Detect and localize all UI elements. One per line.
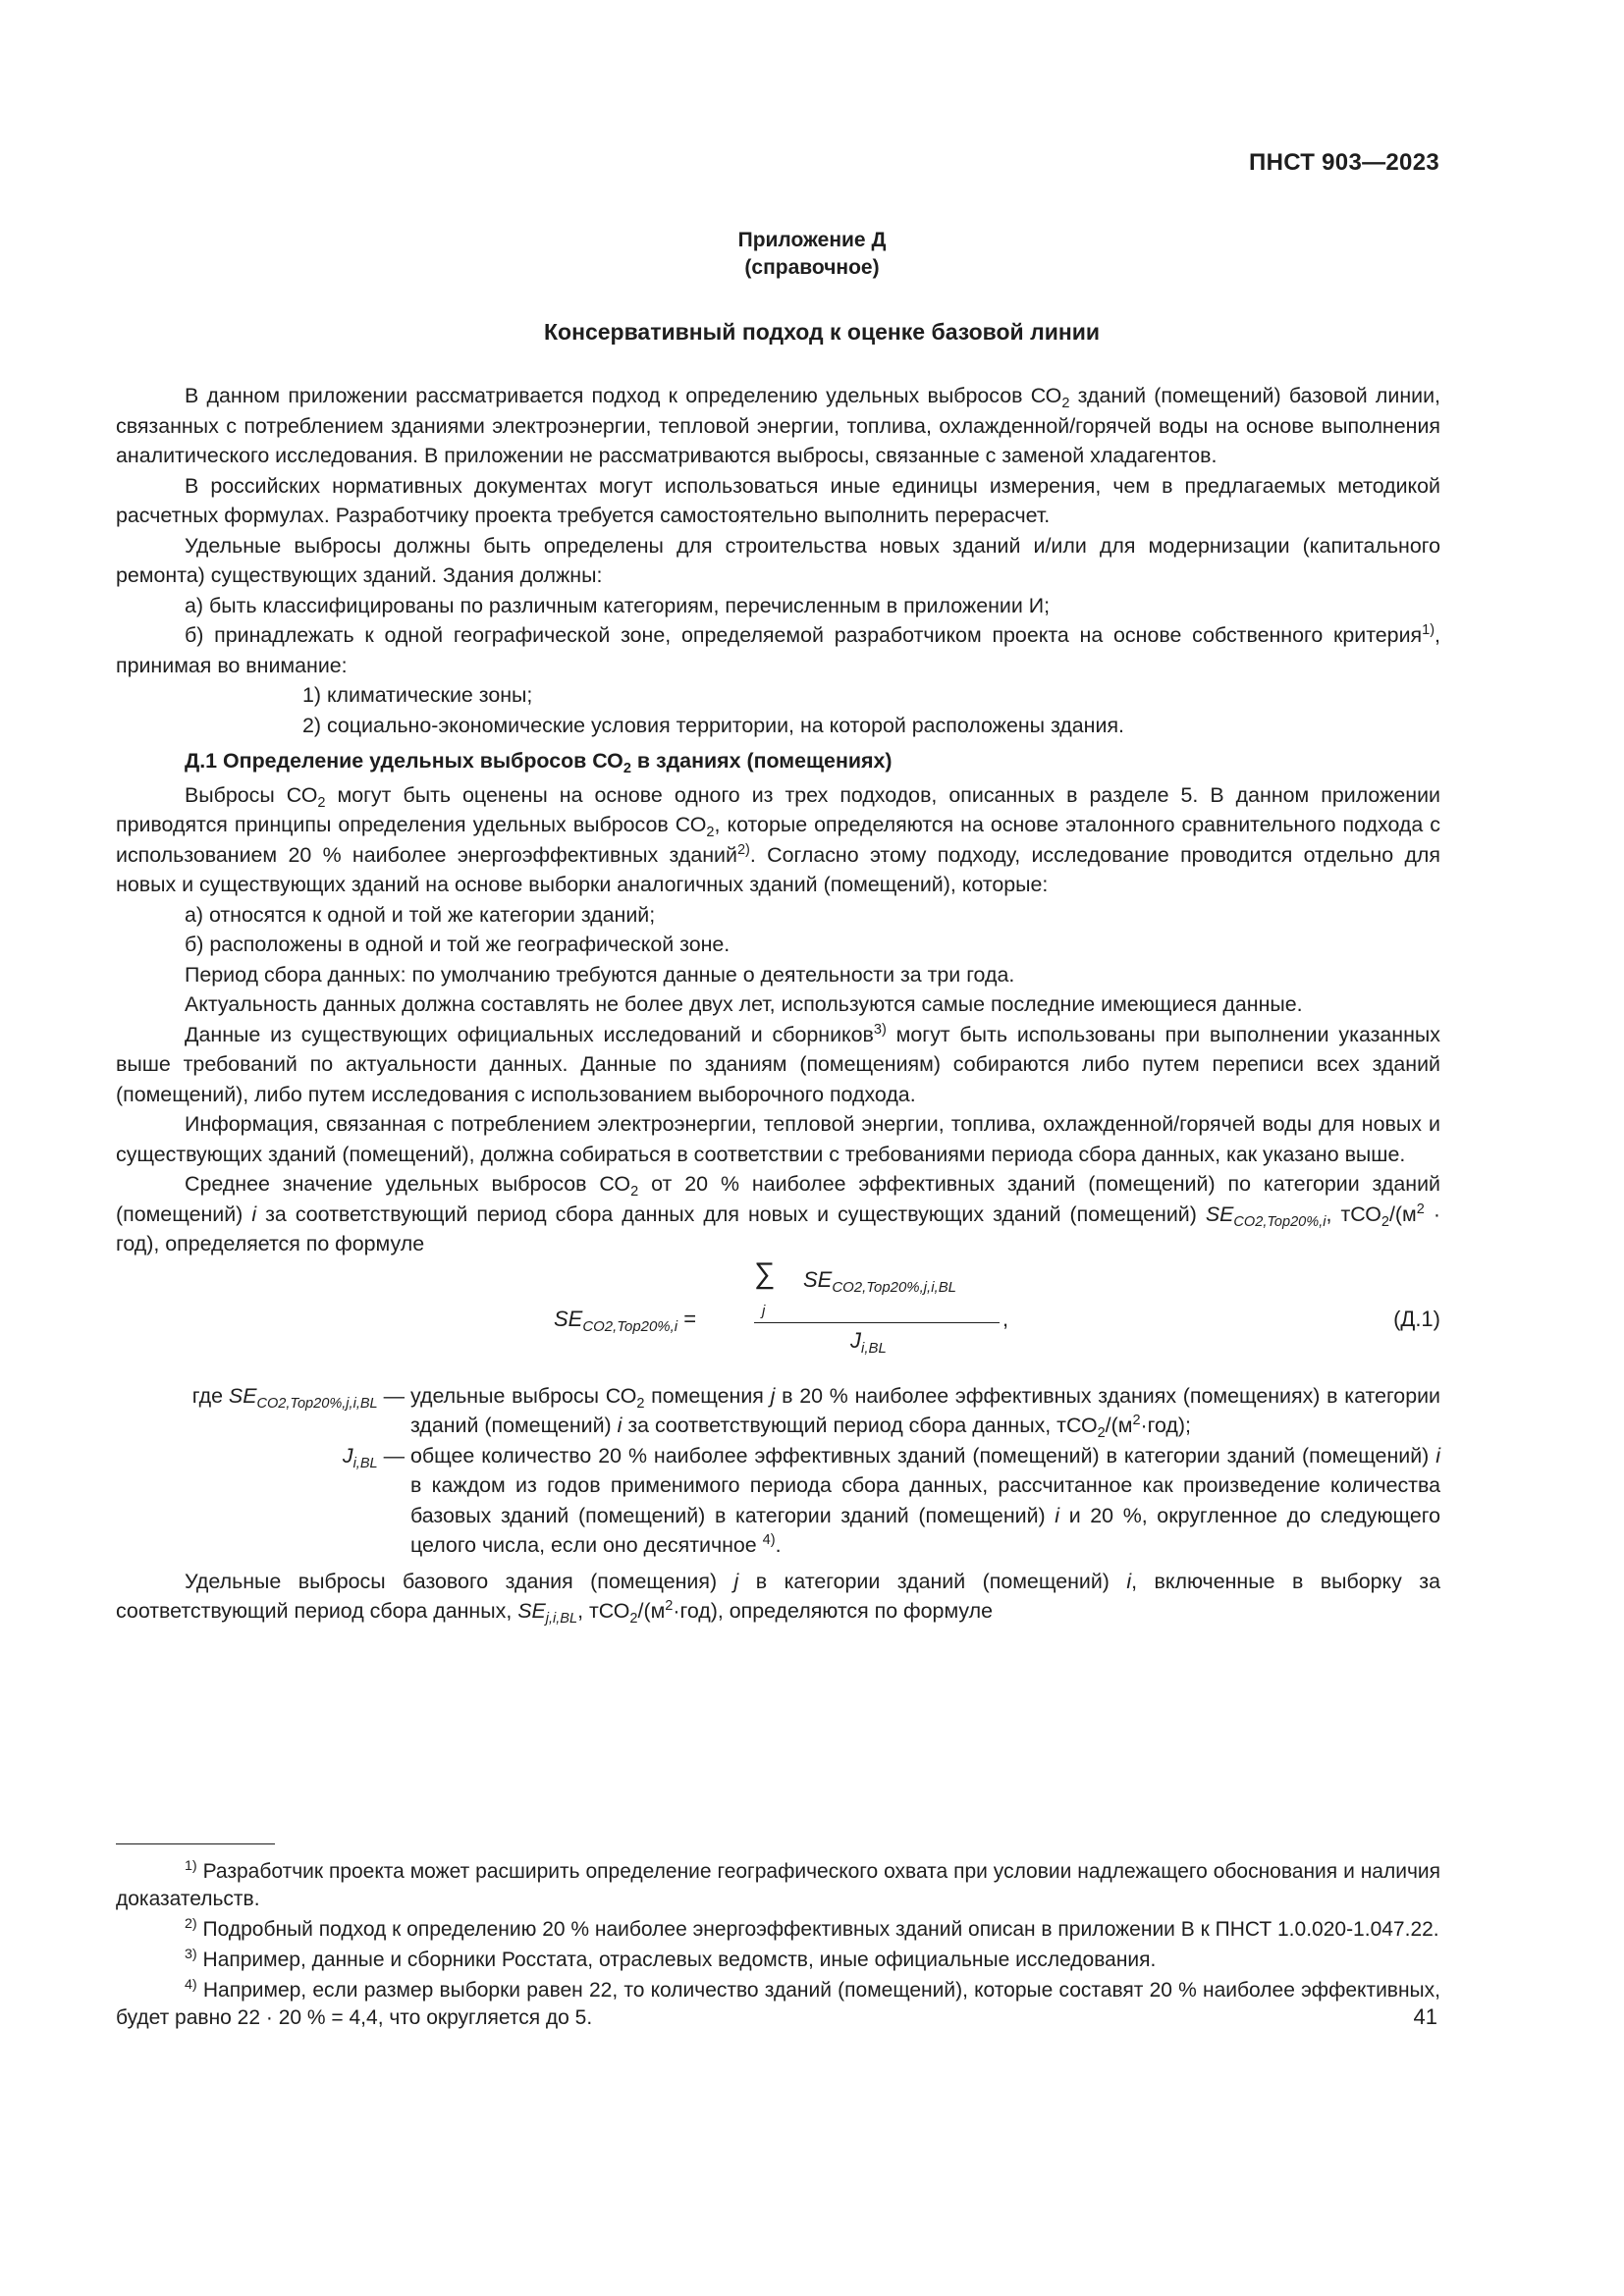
footnote-ref: 3)	[873, 1021, 887, 1038]
list-subitem: 2) социально-экономические условия территории, на которой расположены здания.	[302, 713, 1124, 737]
annex-kind: (справочное)	[744, 256, 880, 279]
document-code: ПНСТ 903—2023	[1249, 149, 1439, 176]
where-definition: удельные выбросы $СО_2$ помещения j в 20 % наиболее эффективных зданиях (помещениях) в категории зданий (помещений) i за соответствующий период сбора данных, $тСО_2/(м^2\cdot год)$;	[410, 1383, 1440, 1442]
formula-lhs: $SE_{CO2,Top20\%,i}$ =	[554, 1306, 697, 1335]
list-item: а) относятся к одной и той же категории зданий;	[185, 902, 656, 927]
where-term: где $SE_{CO2,Top20\%,j,i,BL}$ —	[191, 1383, 405, 1412]
fraction-bar	[754, 1322, 1000, 1323]
sum-symbol: ∑	[754, 1256, 776, 1290]
list-item: а) быть классифицированы по различным категориям, перечисленным в приложении И;	[185, 593, 1051, 617]
list-item: б) расположены в одной и той же географической зоне.	[185, 933, 731, 956]
where-term: $J_{i,BL}$ —	[342, 1443, 405, 1471]
page-title: Консервативный подход к оценке базовой линии	[543, 319, 1101, 345]
formula-d1: $SE_{CO2,Top20\%,i}$ = ∑ j $SE_{CO2,Top20\%,j,i,BL}$ $J_{i,BL}$ , (Д.1)	[554, 1256, 1440, 1357]
footnote: $^{3)}$ Например, данные и сборники Росстата, отраслевых ведомств, иные официальные исследования.	[185, 1947, 1157, 1971]
paragraph: Удельные выбросы должны быть определены для строительства новых зданий и/или для модернизации (капитального ремонта) существующих зданий. Здания должны:	[116, 533, 1440, 587]
footnote: $^{4)}$ Например, если размер выборки равен 22, то количество зданий (помещений), которые составят 20 % наиболее эффективных, будет равно 22 · 20 % = 4,4, что округляется до 5.	[116, 1977, 1440, 2029]
paragraph: Удельные выбросы базового здания (помещения) j в категории зданий (помещений) i, включенные в выборку за соответствующий период сбора данных, $SE_{j,i,BL}$, $тСО_2/(м^2\cdot год)$, определяются по формуле	[116, 1569, 1440, 1628]
page-number: 41	[1413, 2004, 1437, 2029]
paragraph: Данные из существующих официальных исследований и сборников$^{3)}$ могут быть использованы при выполнении указанных выше требований по актуальности данных. Данные по зданиям (помещениям) собираются либо путем переписи всех зданий (помещений), либо путем исследования с использованием выборочного подхода.	[116, 1021, 1440, 1106]
list-item: б) принадлежать к одной географической зоне, определяемой разработчиком проекта на основе собственного критерия$^{1)}$, принимая во внимание:	[116, 622, 1440, 677]
footnote: $^{1)}$ Разработчик проекта может расширить определение географического охвата при условии надлежащего обоснования и наличия доказательств.	[116, 1858, 1440, 1910]
footnote: $^{2)}$ Подробный подход к определению 20 % наиболее энергоэффективных зданий описан в приложении В к ПНСТ 1.0.020-1.047.22.	[185, 1916, 1439, 1941]
where-item	[116, 1381, 1440, 1441]
where-definition: общее количество 20 % наиболее эффективных зданий (помещений) в категории зданий (помещений) i в каждом из годов применимого периода сбора данных, рассчитанное как произведение количества базовых зданий (помещений) в категории зданий (помещений) i и 20 %, округленное до следующего целого числа, если оно десятичное $^{4)}$.	[410, 1443, 1440, 1557]
where-list	[116, 1381, 1440, 1561]
footnote-ref: 1)	[1422, 622, 1435, 638]
section-heading: Д.1 Определение удельных выбросов $СО_2$ в зданиях (помещениях)	[185, 749, 893, 777]
body-text	[116, 381, 1440, 1627]
paragraph: Информация, связанная с потреблением электроэнергии, тепловой энергии, топлива, охлажденной/горячей воды для новых и существующих зданий (помещений), должна собираться в соответствии с требованиями периода сбора данных, как указано выше.	[116, 1112, 1440, 1166]
paragraph: Актуальность данных должна составлять не более двух лет, используются самые последние имеющиеся данные.	[185, 992, 1303, 1016]
paragraph: Период сбора данных: по умолчанию требуются данные о деятельности за три года.	[185, 962, 1015, 987]
formula-number: (Д.1)	[1393, 1306, 1440, 1331]
footnote-ref: 2)	[736, 841, 750, 858]
paragraph: Среднее значение удельных выбросов $СО_2$ от 20 % наиболее эффективных зданий (помещений) по категории зданий (помещений) i за соответствующий период сбора данных для новых и существующих зданий (помещений) $SE_{CO2,Top20\%,i}$, $тСО_2/(м^2 \cdot год)$, определяется по формуле	[116, 1172, 1440, 1255]
formula-numerator: $SE_{CO2,Top20\%,j,i,BL}$	[803, 1266, 956, 1296]
annex-title: Приложение Д	[737, 229, 887, 251]
sum-index: j	[762, 1302, 766, 1319]
paragraph: Выбросы $СО_2$ могут быть оценены на основе одного из трех подходов, описанных в разделе 5. В данном приложении приводятся принципы определения удельных выбросов $СО_2$, которые определяются на основе эталонного сравнительного подхода с использованием 20 % наиболее энергоэффективных зданий$^{2)}$. Согласно этому подходу, исследование проводится отдельно для новых и существующих зданий на основе выборки аналогичных зданий (помещений), которые:	[116, 782, 1440, 896]
footnotes	[116, 1858, 1440, 2035]
paragraph: В российских нормативных документах могут использоваться иные единицы измерения, чем в предлагаемых методикой расчетных формулах. Разработчику проекта требуется самостоятельно выполнить перерасчет.	[116, 473, 1440, 527]
annex-heading	[0, 227, 1624, 282]
footnote-separator	[116, 1843, 275, 1844]
paragraph: В данном приложении рассматривается подход к определению удельных выбросов $СО_2$ зданий (помещений) базовой линии, связанных с потреблением зданиями электроэнергии, тепловой энергии, топлива, охлажденной/горячей воды на основе выполнения аналитического исследования. В приложении не рассматриваются выбросы, связанные с заменой хладагентов.	[116, 384, 1440, 467]
where-item	[116, 1441, 1440, 1561]
formula-denominator: $J_{i,BL}$	[850, 1327, 887, 1357]
footnote-ref: 4)	[762, 1532, 776, 1548]
list-subitem: 1) климатические зоны;	[302, 683, 533, 707]
